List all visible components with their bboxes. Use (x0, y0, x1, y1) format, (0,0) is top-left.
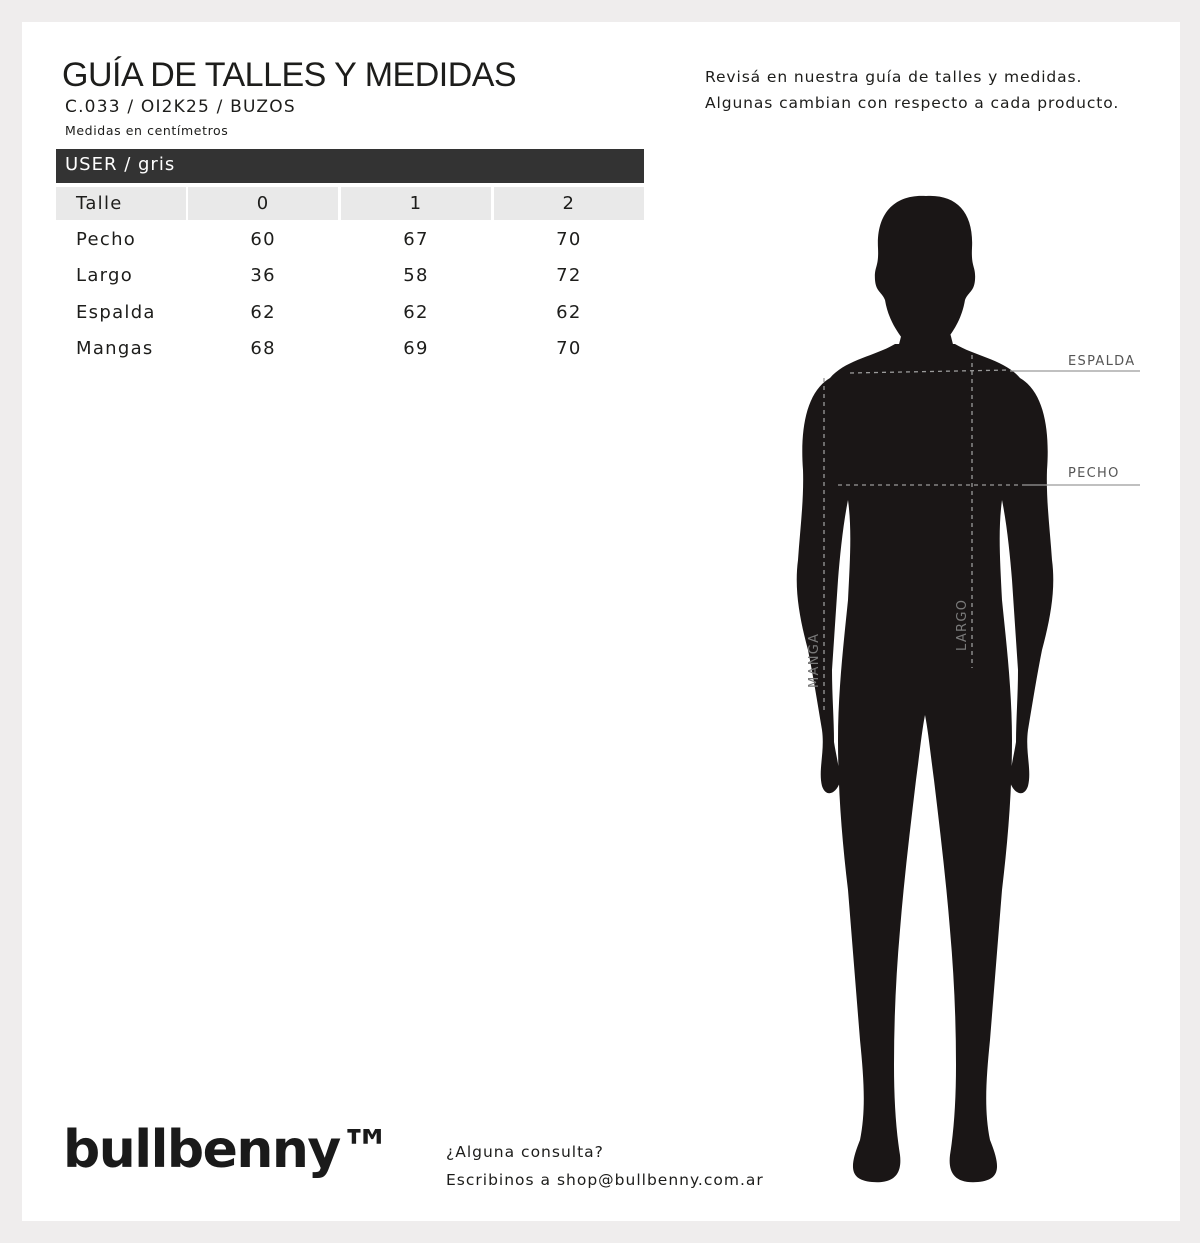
table-cell: 62 (403, 301, 429, 323)
row-label: Mangas (76, 338, 154, 360)
table-cell: 67 (403, 228, 429, 250)
manga-label: MANGA (807, 632, 822, 688)
table-cell: 62 (250, 301, 276, 323)
table-cell: 70 (556, 228, 582, 250)
intro-line-2: Algunas cambian con respecto a cada producto. (705, 94, 1120, 112)
page-title: GUÍA DE TALLES Y MEDIDAS (62, 56, 517, 94)
size-header: 2 (494, 187, 644, 220)
intro-line-1: Revisá en nuestra guía de talles y medidas. (705, 68, 1083, 86)
table-cell: 72 (556, 265, 582, 287)
row-label: Largo (76, 265, 134, 287)
table-cell: 70 (556, 338, 582, 360)
table-cell: 36 (250, 265, 276, 287)
brand-logo: bullbenny™ (63, 1120, 391, 1180)
table-cell: 58 (403, 265, 429, 287)
table-cell: 69 (403, 338, 429, 360)
product-name-bar: USER / gris (56, 149, 644, 183)
table-header-label: Talle (56, 187, 186, 220)
espalda-label: ESPALDA (1068, 354, 1136, 369)
table-cell: 62 (556, 301, 582, 323)
row-label: Espalda (76, 301, 156, 323)
contact-question: ¿Alguna consulta? (446, 1143, 604, 1161)
contact-email[interactable]: Escribinos a shop@bullbenny.com.ar (446, 1171, 764, 1189)
size-header: 0 (188, 187, 338, 220)
product-code: C.033 / OI2K25 / BUZOS (65, 97, 296, 117)
units-note: Medidas en centímetros (65, 123, 229, 138)
table-cell: 60 (250, 228, 276, 250)
size-header: 1 (341, 187, 491, 220)
largo-label: LARGO (955, 598, 970, 651)
row-label: Pecho (76, 228, 137, 250)
human-silhouette-icon (797, 196, 1054, 1182)
pecho-label: PECHO (1068, 466, 1120, 481)
table-cell: 68 (250, 338, 276, 360)
